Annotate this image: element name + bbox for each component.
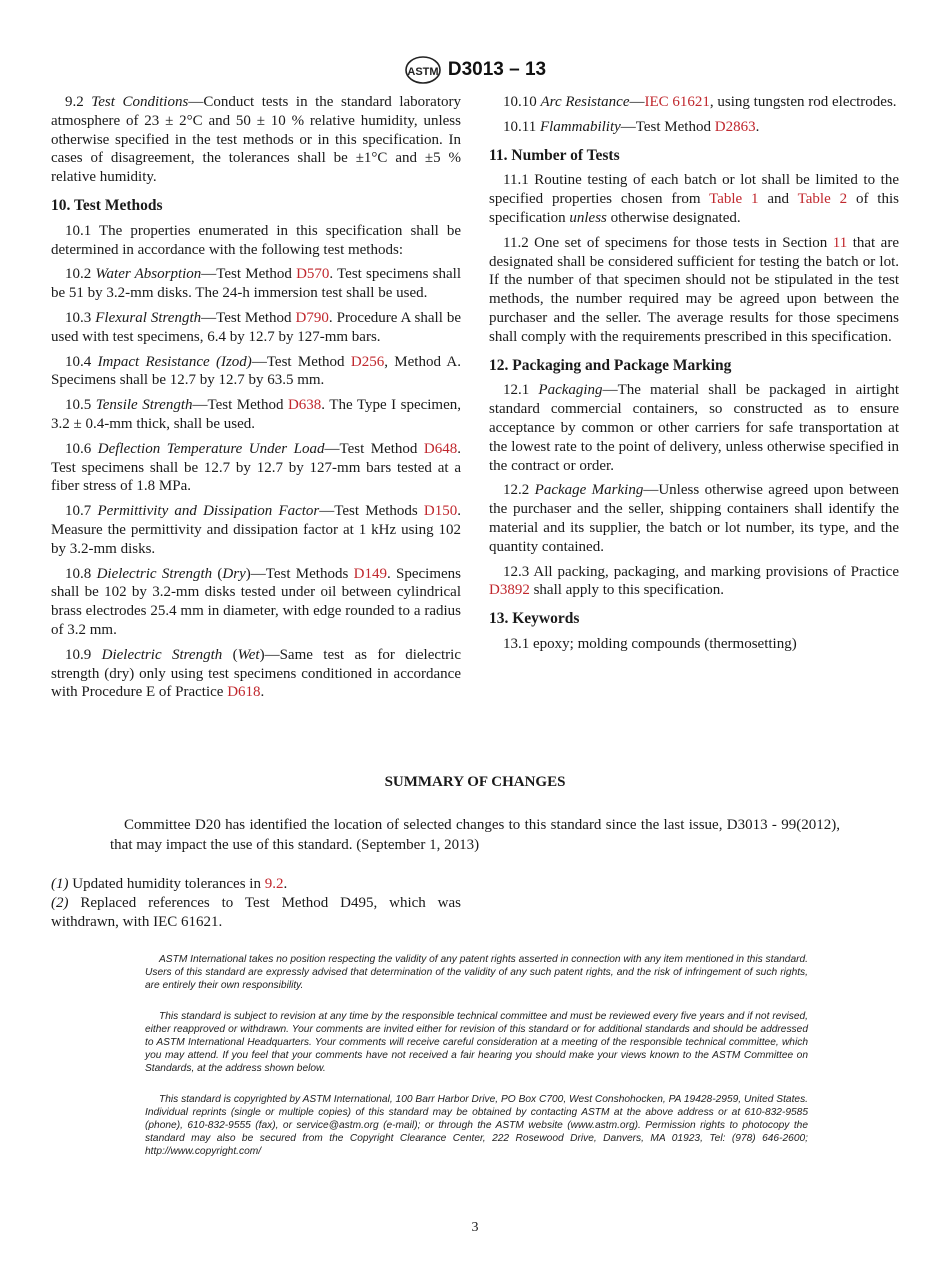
copyright-notice: This standard is copyrighted by ASTM International, 100 Barr Harbor Drive, PO Box C700, West Conshohocken, PA 19428-2959, United States. Individual reprints (single or multiple copies) of this standard may be obtained by contacting ASTM at the above address or at 610-832-9585 (phone), 610-832-9555 (fax), or service@astm.org (e-mail); or through the ASTM website (www.astm.org). Permission rights to photocopy the standard may also be secured from the Copyright Clearance Center, 222 Rosewood Drive, Danvers, MA 01923, Tel: (978) 646-2600; http://www.copyright.com/	[145, 1093, 808, 1158]
italic-term: Packaging	[538, 382, 603, 399]
paragraph	[51, 646, 461, 702]
reference-link[interactable]: D150	[423, 503, 458, 520]
summary-of-changes-text: Committee D20 has identified the location of selected changes to this standard since the last issue, D3013 - 99(2012), that may impact the use of this standard. (September 1, 2013)	[110, 817, 840, 853]
text-run: .	[260, 684, 265, 701]
italic-term: Tensile Strength	[95, 397, 193, 414]
reference-link[interactable]: D570	[296, 266, 330, 283]
text-run: 10.3	[65, 309, 96, 326]
reference-link[interactable]: D638	[287, 397, 322, 414]
reference-link[interactable]: D648	[423, 440, 458, 457]
text-run: —Test Method	[201, 266, 297, 283]
text-run: —Test Method	[201, 309, 296, 326]
page-number: 3	[471, 1220, 479, 1235]
reference-link[interactable]: D2863	[714, 118, 756, 135]
reference-link[interactable]: D3892	[489, 582, 530, 599]
text-run: 10. Test Methods	[51, 196, 163, 214]
fine-print	[145, 953, 808, 1176]
text-run: .	[755, 118, 760, 135]
text-run: 10.1 The properties enumerated in this specification shall be determined in accordance with the following test methods:	[51, 222, 461, 258]
text-run: (	[222, 646, 238, 663]
paragraph	[51, 565, 461, 640]
text-run: —	[629, 94, 645, 110]
text-run: 10.5	[65, 397, 96, 414]
text-run: 12. Packaging and Package Marking	[489, 356, 732, 374]
reference-link[interactable]: D149	[353, 565, 387, 582]
text-run: —Unless otherwise agreed upon between the purchaser and the seller, shipping containers shall identify the material and its supplier, the batch or lot number, its type, and the quantity contained.	[489, 482, 900, 555]
summary-of-changes-title: SUMMARY OF CHANGES	[384, 774, 566, 790]
italic-term: Flammability	[539, 118, 621, 135]
italic-term: Wet	[237, 646, 260, 663]
paragraph	[51, 222, 461, 260]
text-run: 11.1 Routine testing of each batch or lot shall be limited to the specified properties chosen from	[489, 172, 899, 208]
text-run: 12.1	[503, 382, 539, 399]
text-run: , using tungsten rod electrodes.	[709, 94, 897, 110]
text-run: 12.3 All packing, packaging, and marking provisions of Practice	[503, 563, 899, 580]
italic-term: Impact Resistance (Izod)	[97, 353, 252, 370]
italic-term: unless	[569, 209, 607, 226]
text-run: 13.1 epoxy; molding compounds (thermosetting)	[503, 635, 797, 652]
changes-list	[51, 875, 461, 931]
text-run: 10.7	[65, 503, 98, 520]
text-run: (	[212, 565, 223, 582]
text-run: and	[758, 191, 798, 208]
paragraph	[489, 563, 899, 601]
text-run: of this specification	[489, 191, 899, 226]
paragraph	[489, 635, 899, 654]
svg-text:ASTM: ASTM	[407, 66, 439, 78]
reference-link[interactable]: D790	[295, 309, 329, 326]
section-link[interactable]: 9.2	[264, 876, 284, 892]
text-run: )—Test Methods	[245, 565, 354, 582]
italic-term: Permittivity and Dissipation Factor	[97, 503, 320, 520]
text-run: 10.9	[65, 646, 102, 663]
revision-notice: This standard is subject to revision at any time by the responsible technical committee and must be reviewed every five years and if not revised, either reapproved or withdrawn. Your comments are invited either for revision of this standard or for additional standards and should be addressed to ASTM International Headquarters. Your comments will receive careful consideration at a meeting of the responsible technical committee, which you may attend. If you feel that your comments have not received a fair hearing you should make your views known to the ASTM Committee on Standards, at the address shown below.	[145, 1010, 808, 1075]
text-run: —Conduct tests in the standard laboratory atmosphere of 23 ± 2°C and 50 ± 10 % relative humidity, unless otherwise specified in the test methods or in this specification. In cases of disagreement, the tolerances shall be ±1°C and ±5 % relative humidity.	[51, 94, 461, 186]
italic-term: Package Marking	[534, 482, 644, 499]
paragraph	[489, 93, 899, 112]
paragraph	[51, 440, 461, 496]
text-run: shall apply to this specification.	[529, 582, 724, 599]
reference-link[interactable]: Table 1	[709, 191, 759, 208]
text-run: 10.10	[503, 94, 541, 110]
document-id: D3013 – 13	[447, 59, 547, 80]
paragraph	[489, 481, 899, 556]
text-run: . Test specimens shall be 51 by 3.2-mm disks. The 24-h immersion test shall be used.	[51, 266, 461, 302]
text-run: —Test Methods	[319, 503, 424, 520]
text-run: 9.2	[65, 94, 92, 110]
text-run: )—Same test as for dielectric strength (dry) only using test specimens conditioned in accordance with Procedure E of Practice	[51, 646, 462, 701]
text-run: . Procedure A shall be used with test specimens, 6.4 by 12.7 by 127-mm bars.	[51, 309, 461, 345]
text-run: 12.2	[503, 482, 535, 499]
text-run: —The material shall be packaged in airtight standard commercial containers, so constructed as to ensure acceptance by common or other carriers for safe transportation at the lowest rate to the point of delivery, unless otherwise specified in the contract or order.	[489, 382, 900, 474]
section-heading	[489, 147, 899, 166]
text-run: . Test specimens shall be 12.7 by 12.7 by 127-mm bars tested at a fiber stress of 1.8 MPa.	[51, 440, 461, 495]
section-heading	[489, 610, 899, 629]
text-run: 10.4	[65, 353, 98, 370]
change-number: (2)	[51, 894, 69, 911]
text-run: that are designated shall be considered sufficient for testing the batch or lot. If the number of that specimen should not be stipulated in the test methods, the number required may be agreed upon between the purchaser and the seller. The average results for those specimens shall comply with the requirements prescribed in this specification.	[489, 234, 899, 345]
text-run: —Test Method	[192, 397, 288, 414]
italic-term: Deflection Temperature Under Load	[97, 440, 325, 457]
paragraph	[51, 265, 461, 303]
paragraph	[51, 93, 461, 187]
paragraph	[489, 171, 899, 227]
paragraph	[51, 396, 461, 434]
left-column	[51, 93, 461, 708]
italic-term: Dielectric Strength	[96, 565, 213, 582]
text-run: 10.6	[65, 440, 98, 457]
text-run: 10.8	[65, 565, 97, 582]
text-run: —Test Method	[251, 353, 351, 370]
text-run: . Measure the permittivity and dissipation factor at 1 kHz using 102 by 3.2-mm disks.	[51, 503, 462, 557]
astm-logo-icon	[404, 55, 442, 85]
paragraph	[489, 381, 899, 475]
reference-link[interactable]: D256	[350, 353, 385, 370]
italic-term: Test Conditions	[91, 94, 189, 110]
text-run: —Test Method	[324, 440, 424, 457]
paragraph	[489, 234, 899, 347]
section-heading	[489, 357, 899, 376]
section-heading	[51, 197, 461, 216]
paragraph	[51, 502, 461, 558]
text-run: 11.2 One set of specimens for those tests in Section	[503, 234, 833, 251]
change-text: Updated humidity tolerances in	[68, 876, 265, 892]
patent-notice: ASTM International takes no position respecting the validity of any patent rights asserted in connection with any item mentioned in this standard. Users of this standard are expressly advised that determination of the validity of any such patent rights, and the risk of infringement of such rights, are entirely their own responsibility.	[145, 954, 808, 992]
text-run: 10.11	[503, 118, 540, 135]
text-run: otherwise designated.	[606, 209, 741, 226]
page-header	[0, 55, 950, 85]
italic-term: Dry	[222, 565, 246, 582]
reference-link[interactable]: D618	[227, 684, 261, 701]
text-run: , Method A. Specimens shall be 12.7 by 12.7 by 63.5 mm.	[51, 353, 462, 389]
paragraph	[489, 118, 899, 137]
text-run: 11. Number of Tests	[489, 146, 620, 164]
text-run: . The Type I specimen, 3.2 ± 0.4-mm thick, shall be used.	[51, 397, 461, 432]
italic-term: Arc Resistance	[540, 94, 630, 110]
reference-link[interactable]: 11	[832, 234, 848, 251]
reference-link[interactable]: Table 2	[797, 191, 848, 208]
change-item	[51, 875, 461, 894]
right-column	[489, 93, 899, 660]
paragraph	[51, 309, 461, 347]
text-run: —Test Method	[620, 118, 715, 135]
text-run: 13. Keywords	[489, 610, 580, 628]
change-item	[51, 894, 461, 932]
italic-term: Water Absorption	[95, 266, 202, 283]
change-number: (1)	[51, 876, 69, 892]
reference-link[interactable]: IEC 61621	[644, 94, 710, 110]
paragraph	[51, 353, 461, 391]
text-run: . Specimens shall be 102 by 3.2-mm disks tested under oil between cylindrical brass electrodes 25.4 mm in diameter, with edge rounded to a radius of 3.2 mm.	[51, 565, 461, 638]
italic-term: Flexural Strength	[95, 309, 202, 326]
text-run: 10.2	[65, 266, 96, 283]
change-tail: .	[283, 876, 288, 892]
change-text: Replaced references to Test Method D495, which was withdrawn, with IEC 61621.	[51, 894, 461, 930]
italic-term: Dielectric Strength	[101, 646, 223, 663]
